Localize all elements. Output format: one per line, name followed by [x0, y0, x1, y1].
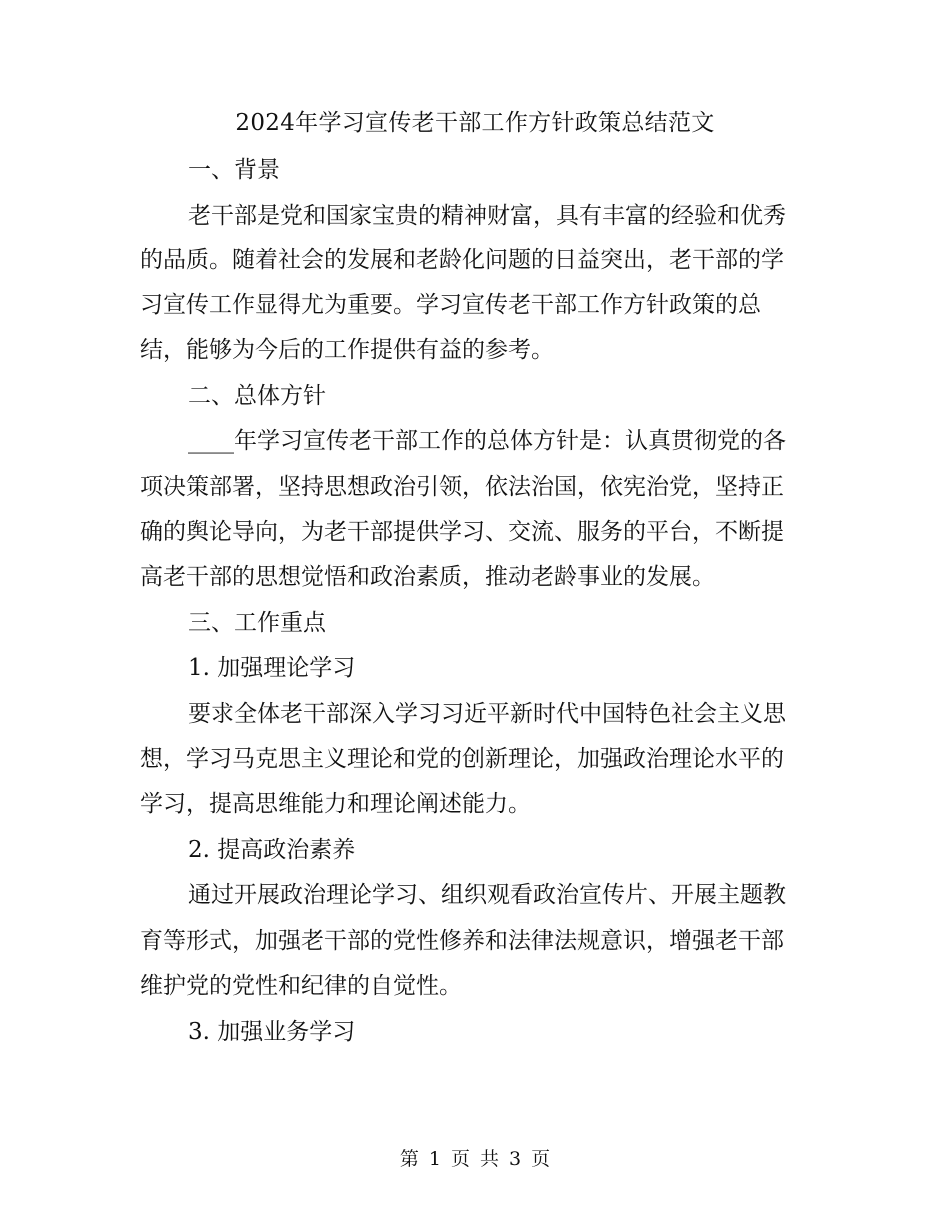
document-title: 2024年学习宣传老干部工作方针政策总结范文 — [235, 110, 715, 136]
paragraph-line: 通过开展政治理论学习、组织观看政治宣传片、开展主题教 — [188, 882, 786, 908]
paragraph-line: 习宣传工作显得尤为重要。学习宣传老干部工作方针政策的总 — [140, 292, 761, 318]
page-footer: 第 1 页 共 3 页 — [399, 1148, 551, 1170]
paragraph-line: 确的舆论导向，为老干部提供学习、交流、服务的平台，不断提 — [140, 519, 784, 545]
subsection-heading: 2. 提高政治素养 — [188, 837, 356, 863]
section-heading-background: 一、背景 — [188, 157, 280, 183]
paragraph-line: 想，学习马克思主义理论和党的创新理论，加强政治理论水平的 — [140, 746, 784, 772]
subsection-heading: 3. 加强业务学习 — [188, 1019, 356, 1045]
paragraph-line: 高老干部的思想觉悟和政治素质，推动老龄事业的发展。 — [140, 564, 715, 590]
paragraph-line: 的品质。随着社会的发展和老龄化问题的日益突出，老干部的学 — [140, 247, 784, 273]
paragraph-line: 项决策部署，坚持思想政治引领，依法治国，依宪治党，坚持正 — [140, 474, 784, 500]
paragraph-line: 维护党的党性和纪律的自觉性。 — [140, 973, 462, 999]
section-heading-policy: 二、总体方针 — [188, 383, 326, 409]
paragraph-line: 老干部是党和国家宝贵的精神财富，具有丰富的经验和优秀 — [188, 203, 786, 229]
paragraph-line: 育等形式，加强老干部的党性修养和法律法规意识，增强老干部 — [140, 928, 784, 954]
paragraph-line: 结，能够为今后的工作提供有益的参考。 — [140, 337, 554, 363]
paragraph-line: ____年学习宣传老干部工作的总体方针是：认真贯彻党的各 — [188, 428, 786, 454]
paragraph-line: 学习，提高思维能力和理论阐述能力。 — [140, 791, 531, 817]
paragraph-line: 要求全体老干部深入学习习近平新时代中国特色社会主义思 — [188, 701, 786, 727]
section-heading-focus: 三、工作重点 — [188, 610, 326, 636]
subsection-heading: 1. 加强理论学习 — [188, 655, 356, 681]
